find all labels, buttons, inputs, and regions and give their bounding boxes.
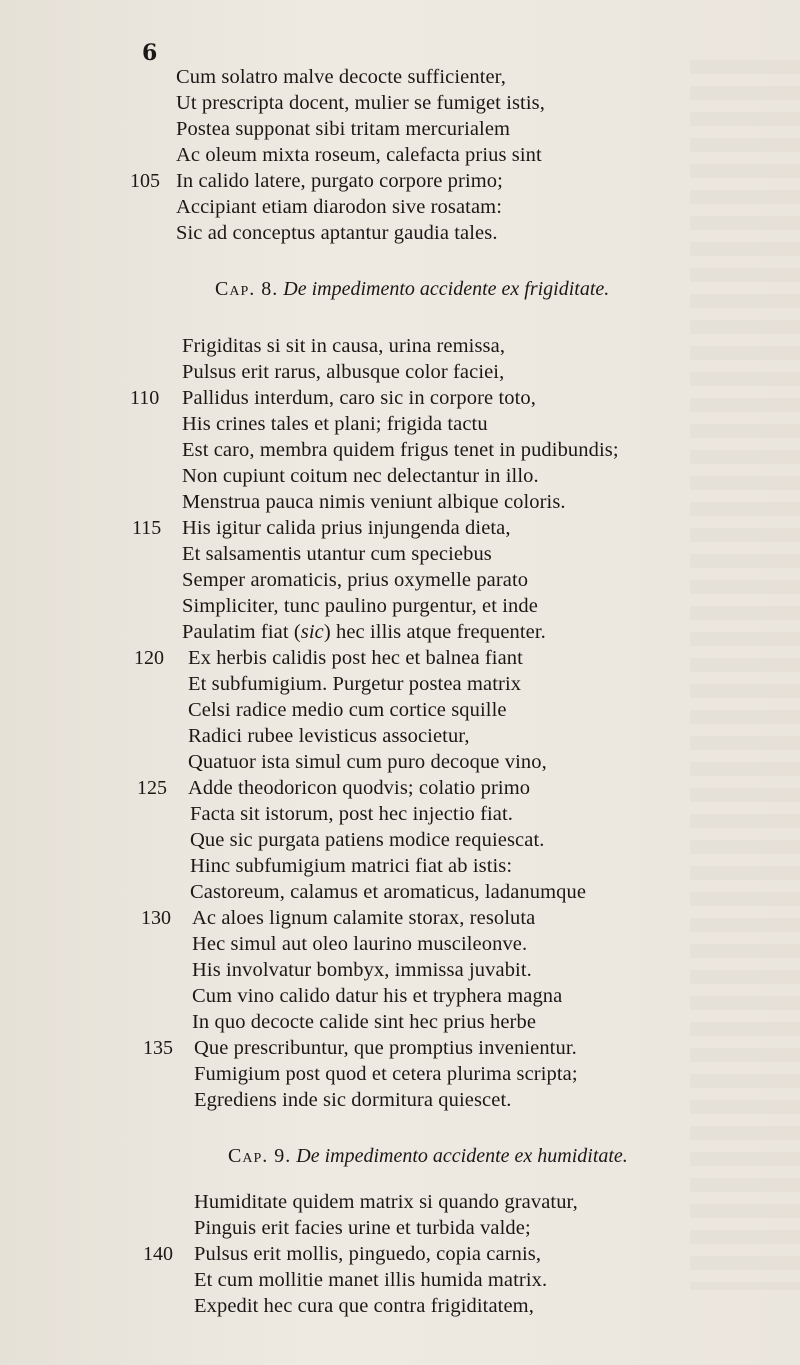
verse-line: Pulsus erit mollis, pinguedo, copia carnis,	[194, 1243, 542, 1265]
verse-line: Egrediens inde sic dormitura quiescet.	[194, 1089, 512, 1111]
chapter-number: Cap. 8.	[215, 278, 279, 300]
verse-line: Que sic purgata patiens modice requiescat.	[190, 829, 545, 851]
sic-before: Paulatim fiat (	[182, 621, 301, 643]
verse-line: Non cupiunt coitum nec delectantur in illo.	[182, 465, 539, 487]
verse-line: Facta sit istorum, post hec injectio fiat.	[190, 803, 514, 825]
verse-line: Quatuor ista simul cum puro decoque vino,	[188, 751, 547, 773]
verse-line: Ac aloes lignum calamite storax, resoluta	[192, 907, 536, 929]
verse-line: Celsi radice medio cum cortice squille	[188, 699, 507, 721]
chapter-heading	[215, 276, 609, 302]
verse-line: Menstrua pauca nimis veniunt albique coloris.	[182, 491, 566, 513]
sic-after: ) hec illis atque frequenter.	[323, 621, 546, 643]
verse-line: Humiditate quidem matrix si quando gravatur,	[194, 1191, 578, 1213]
verse-line: Et subfumigium. Purgetur postea matrix	[188, 673, 522, 695]
verse-line: Sic ad conceptus aptantur gaudia tales.	[176, 222, 498, 244]
verse-line: Expedit hec cura que contra frigiditatem,	[194, 1295, 534, 1317]
verse-line: Ac oleum mixta roseum, calefacta prius sint	[176, 144, 542, 166]
sic-word: sic	[300, 621, 324, 643]
verse-line: Et cum mollitie manet illis humida matrix.	[194, 1269, 548, 1291]
line-number: 115	[132, 517, 162, 539]
verse-line	[182, 619, 546, 645]
verse-line: Ut prescripta docent, mulier se fumiget istis,	[176, 92, 545, 114]
chapter-heading	[228, 1143, 628, 1169]
verse-line: Cum vino calido datur his et tryphera magna	[192, 985, 563, 1007]
verse-line: Cum solatro malve decocte sufficienter,	[176, 66, 507, 88]
line-number: 135	[143, 1037, 173, 1059]
bleed-through-shadow	[690, 60, 800, 1290]
verse-line: His involvatur bombyx, immissa juvabit.	[192, 959, 532, 981]
verse-line: Hec simul aut oleo laurino muscileonve.	[192, 933, 528, 955]
chapter-title: De impedimento accidente ex humiditate.	[296, 1145, 628, 1167]
verse-line: Pallidus interdum, caro sic in corpore toto,	[182, 387, 536, 409]
verse-line: In quo decocte calide sint hec prius herbe	[192, 1011, 537, 1033]
verse-line: Postea supponat sibi tritam mercurialem	[176, 118, 511, 140]
verse-line: Adde theodoricon quodvis; colatio primo	[188, 777, 531, 799]
verse-line: Fumigium post quod et cetera plurima scripta;	[194, 1063, 578, 1085]
line-number: 120	[134, 647, 164, 669]
verse-line: Pulsus erit rarus, albusque color faciei,	[182, 361, 505, 383]
page-number: 6	[142, 40, 158, 66]
verse-line: Est caro, membra quidem frigus tenet in pudibundis;	[182, 439, 619, 461]
line-number: 140	[143, 1243, 173, 1265]
verse-line: His crines tales et plani; frigida tactu	[182, 413, 488, 435]
chapter-title: De impedimento accidente ex frigiditate.	[283, 278, 610, 300]
verse-line: Et salsamentis utantur cum speciebus	[182, 543, 492, 565]
verse-line: Simpliciter, tunc paulino purgentur, et inde	[182, 595, 538, 617]
verse-line: Hinc subfumigium matrici fiat ab istis:	[190, 855, 513, 877]
verse-line: Pinguis erit facies urine et turbida valde;	[194, 1217, 531, 1239]
line-number: 110	[130, 387, 160, 409]
verse-line: Accipiant etiam diarodon sive rosatam:	[176, 196, 503, 218]
verse-line: Semper aromaticis, prius oxymelle parato	[182, 569, 529, 591]
verse-line: His igitur calida prius injungenda dieta,	[182, 517, 511, 539]
verse-line: In calido latere, purgato corpore primo;	[176, 170, 503, 192]
verse-line: Que prescribuntur, que promptius invenientur.	[194, 1037, 577, 1059]
line-number: 125	[137, 777, 167, 799]
chapter-number: Cap. 9.	[228, 1145, 292, 1167]
line-number: 130	[141, 907, 171, 929]
verse-line: Frigiditas si sit in causa, urina remissa,	[182, 335, 506, 357]
verse-line: Radici rubee levisticus associetur,	[188, 725, 470, 747]
line-number: 105	[130, 170, 160, 192]
verse-line: Ex herbis calidis post hec et balnea fiant	[188, 647, 523, 669]
verse-line: Castoreum, calamus et aromaticus, ladanumque	[190, 881, 587, 903]
